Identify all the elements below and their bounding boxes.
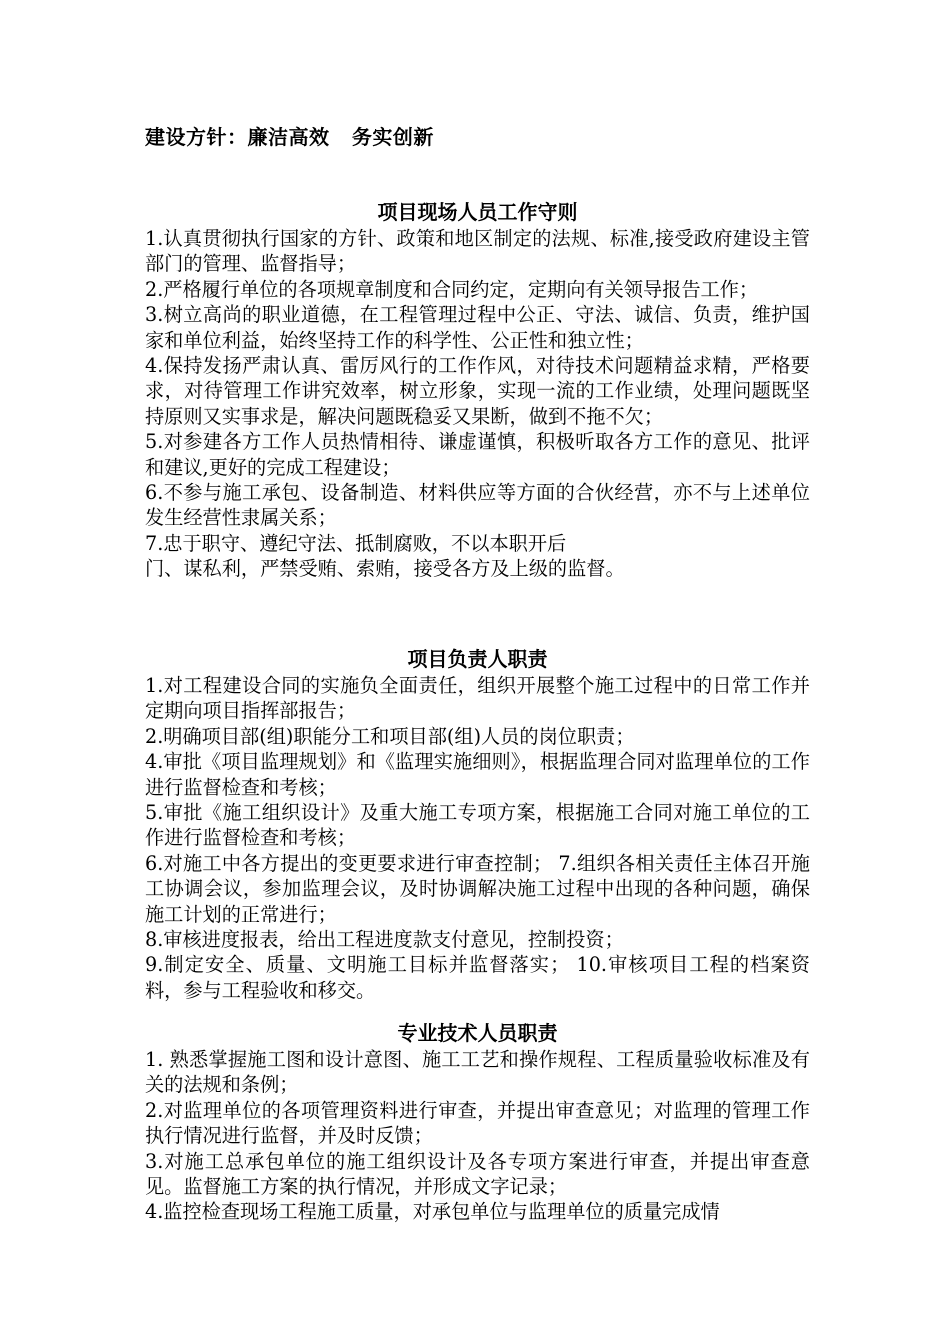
list-item: 3.树立高尚的职业道德，在工程管理过程中公正、守法、诚信、负责，维护国家和单位利益，始终坚持工作的科学性、公正性和独立性；	[145, 303, 810, 352]
list-item: 2.对监理单位的各项管理资料进行审查，并提出审查意见；对监理的管理工作执行情况进行监督，并及时反馈；	[145, 1098, 810, 1148]
section-site-staff-rules	[145, 199, 810, 582]
list-item: 5.审批《施工组织设计》及重大施工专项方案，根据施工合同对施工单位的工作进行监督检查和考核；	[145, 801, 810, 850]
list-item: 9.制定安全、质量、文明施工目标并监督落实； 10.审核项目工程的档案资料，参与工程验收和移交。	[145, 953, 810, 1002]
list-item: 4.保持发扬严肃认真、雷厉风行的工作作风，对待技术问题精益求精，严格要求，对待管理工作讲究效率，树立形象，实现一流的工作业绩，处理问题既坚持原则又实事求是，解决问题既稳妥又果断，做到不拖不欠；	[145, 354, 810, 428]
list-item: 6.对施工中各方提出的变更要求进行审查控制； 7.组织各相关责任主体召开施工协调会议，参加监理会议，及时协调解决施工过程中出现的各种问题，确保施工计划的正常进行；	[145, 851, 810, 926]
list-item: 门、谋私利，严禁受贿、索贿，接受各方及上级的监督。	[145, 557, 625, 581]
section-project-leader-duties	[145, 646, 810, 1003]
list-item: 4.监控检查现场工程施工质量，对承包单位与监理单位的质量完成情	[145, 1200, 720, 1224]
section-title: 专业技术人员职责	[397, 1021, 558, 1045]
section-title: 项目现场人员工作守则	[377, 200, 578, 224]
list-item: 5.对参建各方工作人员热情相待、谦虚谨慎，积极听取各方工作的意见、批评和建议,更好的完成工程建设；	[145, 430, 810, 479]
list-item: 2.明确项目部(组)职能分工和项目部(组)人员的岗位职责；	[145, 724, 635, 748]
list-item: 1.对工程建设合同的实施负全面责任，组织开展整个施工过程中的日常工作并定期向项目指挥部报告；	[145, 674, 810, 723]
list-item: 6.不参与施工承包、设备制造、材料供应等方面的合伙经营，亦不与上述单位发生经营性隶属关系；	[145, 481, 810, 530]
list-item: 7.忠于职守、遵纪守法、抵制腐败，不以本职开后	[145, 531, 567, 555]
list-item: 3.对施工总承包单位的施工组织设计及各专项方案进行审查，并提出审查意见。监督施工方案的执行情况，并形成文字记录；	[145, 1149, 810, 1199]
section-title: 项目负责人职责	[407, 647, 548, 671]
list-item: 8.审核进度报表，给出工程进度款支付意见，控制投资；	[145, 928, 624, 952]
section-technical-staff-duties	[145, 1020, 810, 1225]
list-item: 1.认真贯彻执行国家的方针、政策和地区制定的法规、标准,接受政府建设主管部门的管理、监督指导；	[145, 227, 810, 276]
list-item: 1. 熟悉掌握施工图和设计意图、施工工艺和操作规程、工程质量验收标准及有关的法规和条例；	[145, 1048, 810, 1097]
motto-heading: 建设方针：廉洁高效 务实创新	[145, 125, 434, 149]
list-item: 4.审批《项目监理规划》和《监理实施细则》，根据监理合同对监理单位的工作进行监督检查和考核；	[145, 750, 810, 799]
list-item: 2.严格履行单位的各项规章制度和合同约定，定期向有关领导报告工作；	[145, 277, 759, 301]
